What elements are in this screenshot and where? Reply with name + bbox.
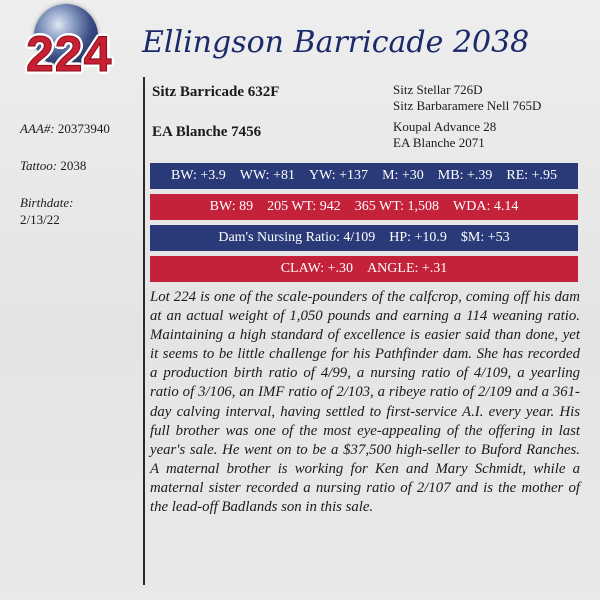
bull-name: Ellingson Barricade 2038 — [142, 25, 530, 60]
aaa-value: 20373940 — [57, 121, 110, 136]
index-m: $M: +53 — [460, 230, 510, 245]
vertical-divider — [143, 77, 145, 585]
lot-description: Lot 224 is one of the scale-pounders of the calfcrop, coming off his dam at an actual weight of 1,050 pounds and earning a 114 weaning ratio. Maintaining a high standard of excellence is easier said than done, yet it seems to be little challenge for his Pathfinder dam. She has recorded a production birth ratio of 4/99, a nursing ratio of 4/109, a yearling ratio of 3/106, an IMF ratio of 2/103, a ribeye ratio of 2/109 and a 361-day calving interval, having settled to first-service A.I. every year. His full brother was one of the most eye-appealing of the offering in last year's sale. He went on to be a $37,500 high-seller to Buford Ranches. A maternal brother is working for Ken and Mary Schmidt, while a maternal sister recorded a nursing ratio of 2/107 and is the mother of the lead-off Badlands son in this sale. — [150, 289, 580, 516]
sidebar — [20, 120, 140, 248]
dam-nursing-ratio: Dam's Nursing Ratio: 4/109 — [218, 230, 376, 245]
aaa-registration — [20, 120, 140, 137]
dam-sire: Koupal Advance 28 — [393, 119, 497, 134]
birthdate-label: Birthdate: — [20, 195, 74, 210]
actual-bw: BW: 89 — [209, 199, 254, 214]
sire-name: Sitz Barricade 632F — [152, 84, 280, 100]
dam-dam: EA Blanche 2071 — [393, 135, 485, 150]
feet-bar — [150, 256, 578, 282]
epd-claw: CLAW: +.30 — [280, 261, 354, 276]
epd-milk: M: +30 — [382, 168, 424, 183]
epd-yw: YW: +137 — [308, 168, 369, 183]
wda: WDA: 4.14 — [453, 199, 519, 214]
birthdate — [20, 194, 140, 228]
sire-sire: Sitz Stellar 726D — [393, 82, 483, 97]
epd-angle: ANGLE: +.31 — [367, 261, 448, 276]
tattoo-label: Tattoo: — [20, 158, 58, 173]
birthdate-value: 2/13/22 — [20, 212, 60, 227]
sire-dam: Sitz Barbaramere Nell 765D — [393, 98, 542, 113]
tattoo-value: 2038 — [60, 158, 87, 173]
adj-365-weight: 365 WT: 1,508 — [354, 199, 440, 214]
epd-marbling: MB: +.39 — [437, 168, 493, 183]
dam-name: EA Blanche 7456 — [152, 124, 262, 140]
aaa-label: AAA#: — [20, 121, 55, 136]
epd-ww: WW: +81 — [239, 168, 295, 183]
epd-bw: BW: +3.9 — [170, 168, 226, 183]
adj-205-weight: 205 WT: 942 — [267, 199, 341, 214]
epd-ribeye: RE: +.95 — [506, 168, 558, 183]
actual-weights-bar — [150, 194, 578, 220]
lot-number: 224 — [26, 26, 113, 82]
epd-hp: HP: +10.9 — [389, 230, 447, 245]
epd-bar — [150, 163, 578, 189]
tattoo — [20, 157, 140, 174]
dam-ratio-bar — [150, 225, 578, 251]
